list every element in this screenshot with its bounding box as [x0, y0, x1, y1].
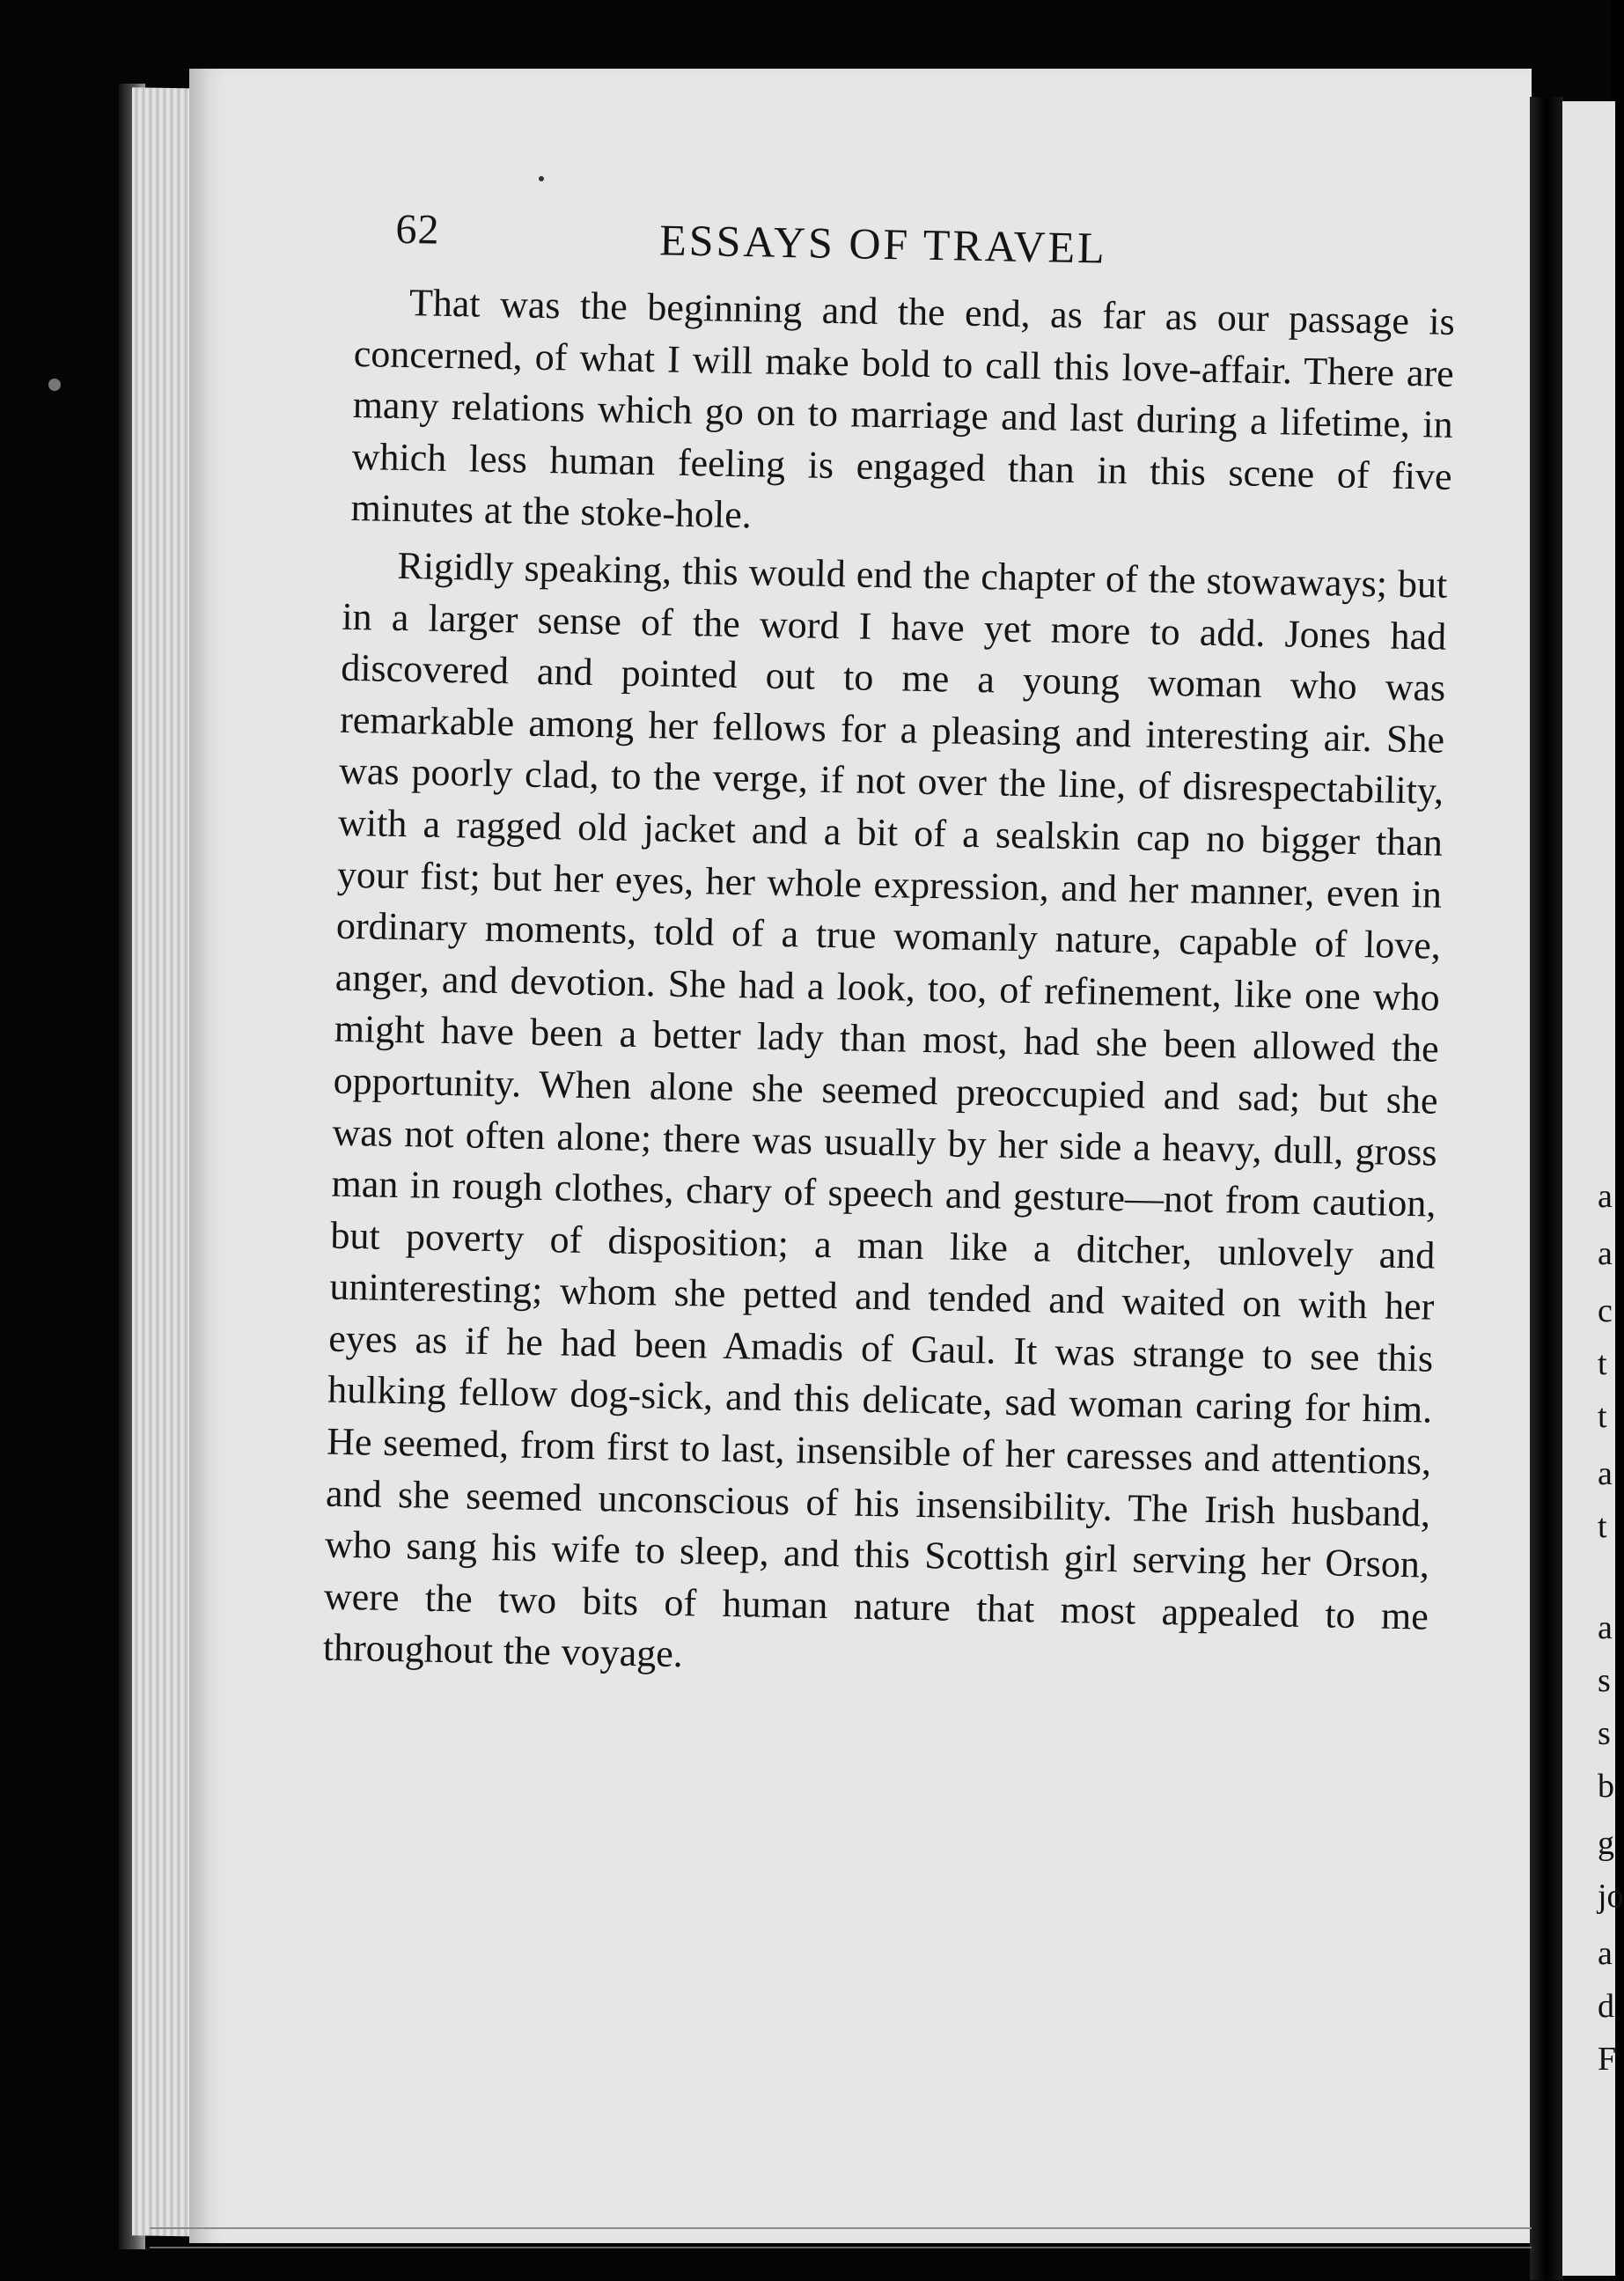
running-head-title: ESSAYS OF TRAVEL	[658, 215, 1108, 273]
next-page-letter: s	[1598, 1662, 1611, 1699]
ink-speck	[539, 176, 544, 181]
next-page-letter: a	[1598, 1178, 1613, 1215]
paragraph-2: Rigidly speaking, this would end the chapter of the stowaways; but in a larger sense of the word I have yet more to add. Jones had discovered and pointed out to me a young woman who was remarkable among her fellows for a pleasing and interesting air. She was poorly clad, to the verge, if not over the line, of disrespectability, with a ragged old jacket and a bit of a sealskin cap no bigger than your fist; but her eyes, her whole expression, and her manner, even in ordinary moments, told of a true womanly nature, capable of love, anger, and devotion. She had a look, too, of refinement, like one who might have been a better lady than most, had she been allowed the opportunity. When alone she seemed preoccupied and sad; but she was not often alone; there was usually by her side a heavy, dull, gross man in rough clothes, chary of speech and gesture—not from caution, but poverty of disposition; a man like a ditcher, unlovely and uninteresting; whom she petted and tended and waited on with her eyes as if he had been Amadis of Gaul. It was strange to see this hulking fellow dog-sick, and this delicate, sad woman caring for him. He seemed, from first to last, insensible of her caresses and attentions, and she seemed unconscious of his insensibility. The Irish husband, who sang his wife to sleep, and this Scottish girl serving her Orson, were the two bits of human nature that most appealed to me throughout the voyage.	[322, 543, 1448, 1676]
next-page-letter: a	[1598, 1455, 1613, 1492]
next-page-letter: t	[1598, 1508, 1607, 1545]
page-gutter	[1530, 97, 1563, 2280]
binding-hole	[48, 379, 61, 391]
page-bottom-edge	[150, 2227, 1532, 2248]
next-page-letter: c	[1598, 1292, 1613, 1329]
next-page-letter: t	[1598, 1398, 1607, 1435]
next-page-letter: s	[1598, 1715, 1611, 1752]
next-page-letter: a	[1598, 1935, 1613, 1972]
next-page-letter: b	[1598, 1768, 1614, 1805]
next-page-letter: d	[1598, 1988, 1614, 2025]
next-page-letter: a	[1598, 1609, 1613, 1646]
page-text-block	[322, 204, 1482, 1695]
page-number: 62	[395, 205, 440, 254]
next-page-letter: jo	[1598, 1878, 1624, 1915]
next-page-letter: a	[1598, 1235, 1613, 1272]
paragraph-1: That was the beginning and the end, as far as our passage is concerned, of what I will make bold to call this love-affair. There are many relations which go on to marriage and last during a lifetime, in which less human feeling is engaged than in this scene of five minutes at the stoke-hole.	[350, 281, 1456, 537]
next-page-letter: t	[1598, 1345, 1607, 1382]
next-page-letter: F	[1598, 2041, 1617, 2078]
next-page-letter: g	[1598, 1825, 1614, 1862]
